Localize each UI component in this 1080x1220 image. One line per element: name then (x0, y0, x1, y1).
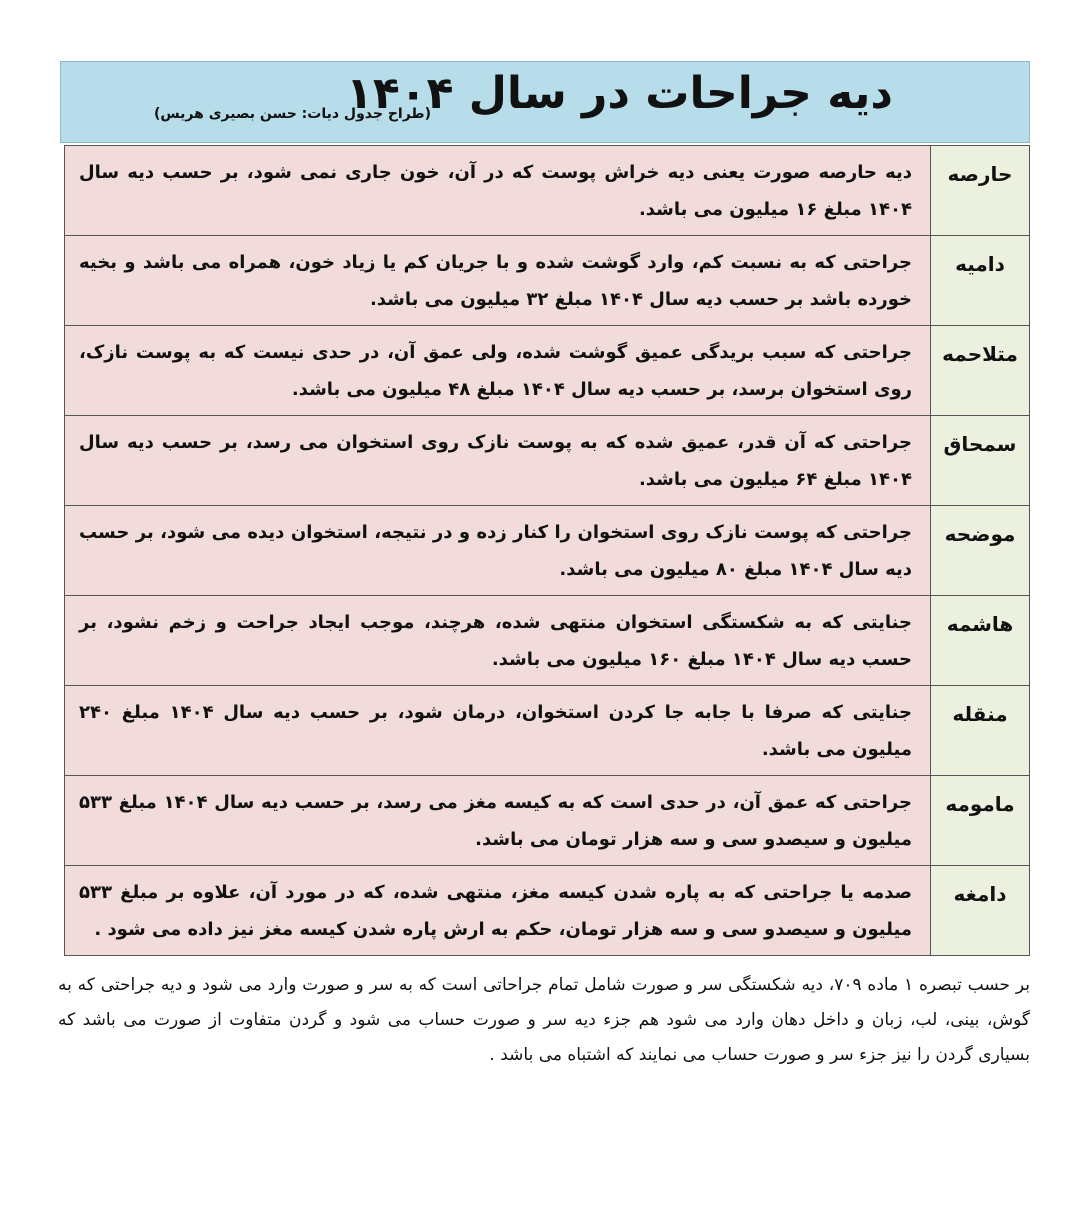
term-label: موضحه (944, 522, 1016, 546)
term-label: منقله (952, 702, 1008, 726)
term-label: سمحاق (943, 432, 1017, 456)
description-cell (65, 236, 931, 326)
table-row (65, 146, 1030, 236)
table-row (65, 866, 1030, 956)
description-cell (65, 506, 931, 596)
term-description: جراحتی که سبب بریدگی عمیق گوشت شده، ولی عمق آن، در حدی نیست که به پوست نازک، روی استخوان برسد، بر حسب دیه سال ۱۴۰۴ مبلغ ۴۸ میلیون می باشد. (79, 342, 912, 400)
designer-credit: (طراح جدول دیات: حسن بصیری هریس) (153, 106, 431, 122)
description-cell (65, 326, 931, 416)
term-description: جنایتی که صرفا با جابه جا کردن استخوان، درمان شود، بر حسب دیه سال ۱۴۰۴ مبلغ ۲۴۰ میلیون می باشد. (79, 702, 912, 760)
term-cell (931, 416, 1030, 506)
table-row (65, 686, 1030, 776)
description-cell (65, 596, 931, 686)
table-row (65, 326, 1030, 416)
description-cell (65, 866, 931, 956)
title-banner (60, 61, 1030, 143)
table-row (65, 506, 1030, 596)
term-label: هاشمه (946, 612, 1014, 636)
term-cell (931, 596, 1030, 686)
term-description: جنایتی که به شکستگی استخوان منتهی شده، هرچند، موجب ایجاد جراحت و زخم نشود، بر حسب دیه سال ۱۴۰۴ مبلغ ۱۶۰ میلیون می باشد. (79, 612, 912, 670)
description-cell (65, 686, 931, 776)
description-cell (65, 146, 931, 236)
term-cell (931, 326, 1030, 416)
table-row (65, 596, 1030, 686)
term-cell (931, 236, 1030, 326)
table-row (65, 236, 1030, 326)
term-cell (931, 686, 1030, 776)
term-cell (931, 506, 1030, 596)
description-cell (65, 416, 931, 506)
diyeh-table (64, 145, 1030, 956)
term-label: متلاحمه (942, 342, 1018, 366)
page-title: دیه جراحات در سال ۱۴۰۴ (346, 68, 893, 119)
term-cell (931, 866, 1030, 956)
table-row (65, 776, 1030, 866)
term-cell (931, 146, 1030, 236)
term-label: حارصه (947, 162, 1013, 186)
term-description: جراحتی که آن قدر، عمیق شده که به پوست نازک روی استخوان می رسد، بر حسب دیه سال ۱۴۰۴ مبلغ ۶۴ میلیون می باشد. (79, 432, 912, 490)
term-description: جراحتی که پوست نازک روی استخوان را کنار زده و در نتیجه، استخوان دیده می شود، بر حسب دیه سال ۱۴۰۴ مبلغ ۸۰ میلیون می باشد. (79, 522, 912, 580)
description-cell (65, 776, 931, 866)
term-label: مامومه (945, 792, 1015, 816)
term-cell (931, 776, 1030, 866)
legal-footnote: بر حسب تبصره ۱ ماده ۷۰۹، دیه شکستگی سر و صورت شامل تمام جراحاتی است که به سر و صورت وارد می شود و دیه جراحتی که به گوش، بینی، لب، زبان و داخل دهان وارد می شود هم جزء دیه سر و صورت حساب می شود و گردن متفاوت از صورت می باشد که بسیاری گردن را نیز جزء سر و صورت حساب می نمایند که اشتباه می باشد . (58, 975, 1030, 1065)
table-row (65, 416, 1030, 506)
term-description: جراحتی که عمق آن، در حدی است که به کیسه مغز می رسد، بر حسب دیه سال ۱۴۰۴ مبلغ ۵۳۳ میلیون و سیصدو سی و سه هزار تومان می باشد. (79, 792, 912, 850)
term-label: دامغه (953, 882, 1007, 906)
term-description: دیه حارصه صورت یعنی دیه خراش پوست که در آن، خون جاری نمی شود، بر حسب دیه سال ۱۴۰۴ مبلغ ۱۶ میلیون می باشد. (79, 162, 912, 220)
term-description: صدمه یا جراحتی که به پاره شدن کیسه مغز، منتهی شده، که در مورد آن، علاوه بر مبلغ ۵۳۳ میلیون و سیصدو سی و سه هزار تومان، حکم به ارش پاره شدن کیسه مغز نیز داده می شود . (79, 882, 912, 940)
term-label: دامیه (955, 252, 1005, 276)
term-description: جراحتی که به نسبت کم، وارد گوشت شده و با جریان کم یا زیاد خون، همراه می باشد و بخیه خورده باشد بر حسب دیه سال ۱۴۰۴ مبلغ ۳۲ میلیون می باشد. (79, 252, 912, 310)
